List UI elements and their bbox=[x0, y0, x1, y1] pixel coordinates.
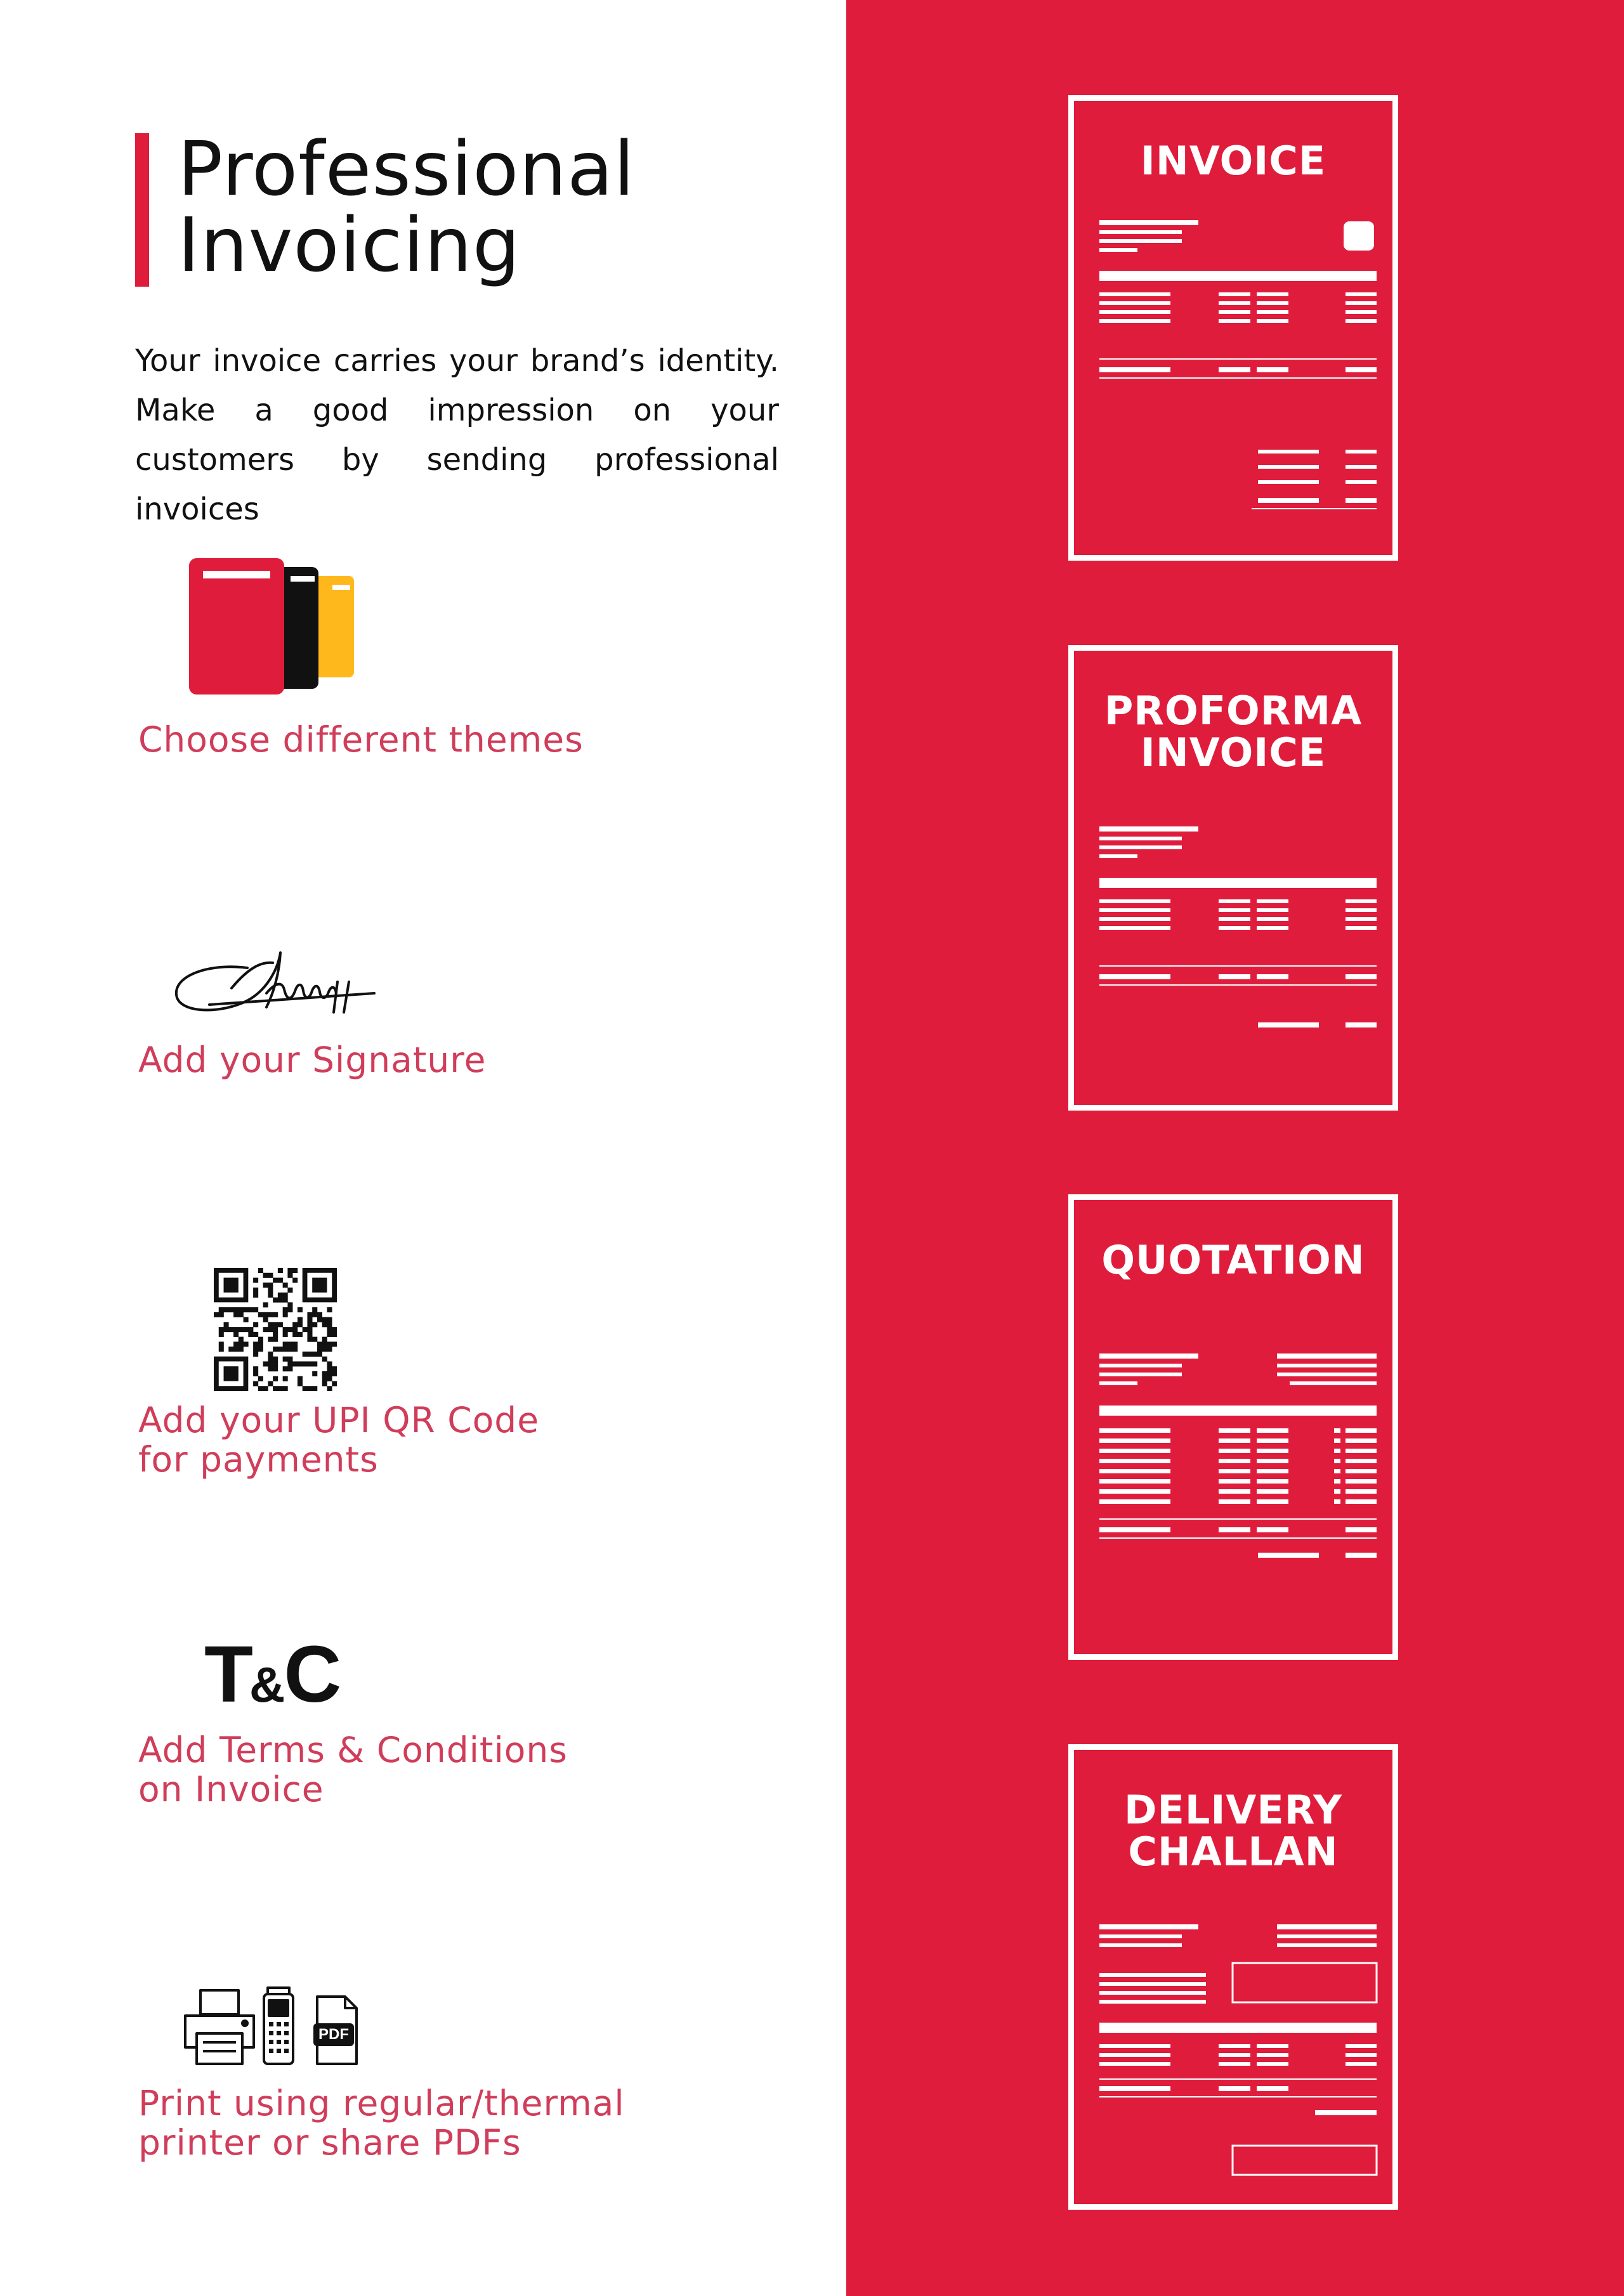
terms-conditions-icon bbox=[204, 1629, 338, 1726]
tc-letter-t: T bbox=[204, 1629, 249, 1719]
print-feature-label bbox=[138, 2084, 625, 2162]
printer-icon bbox=[185, 1990, 254, 2064]
challan-title-line1: DELIVERY bbox=[1124, 1787, 1342, 1833]
qr-feature-label-line1: Add your UPI QR Code bbox=[138, 1400, 540, 1440]
signature-icon bbox=[171, 944, 381, 1023]
qr-code-icon bbox=[214, 1268, 337, 1391]
themes-feature-label: Choose different themes bbox=[138, 719, 584, 760]
page-title-line1: Professional bbox=[178, 125, 636, 212]
color-swatch-cards-icon bbox=[184, 552, 368, 701]
quotation-document-preview bbox=[1068, 1194, 1398, 1660]
invoice-document-title: INVOICE bbox=[1140, 138, 1326, 184]
pdf-badge-text: PDF bbox=[318, 2026, 349, 2043]
quotation-document-lines bbox=[1074, 1200, 1404, 1666]
challan-document-lines bbox=[1074, 1750, 1404, 2215]
signature-feature-label: Add your Signature bbox=[138, 1040, 487, 1080]
tc-letter-c: C bbox=[284, 1629, 338, 1719]
qr-feature-label-line2: for payments bbox=[138, 1439, 379, 1480]
terms-feature-label-line1: Add Terms & Conditions bbox=[138, 1730, 568, 1770]
thermal-printer-icon bbox=[264, 1988, 293, 2064]
print-icons bbox=[179, 1985, 376, 2068]
challan-title-line2: CHALLAN bbox=[1128, 1829, 1339, 1875]
print-feature-label-line1: Print using regular/thermal bbox=[138, 2083, 625, 2123]
tc-ampersand: & bbox=[249, 1657, 284, 1712]
invoice-document-preview bbox=[1068, 95, 1398, 561]
proforma-document-lines bbox=[1074, 651, 1404, 1116]
terms-feature-label-line2: on Invoice bbox=[138, 1769, 324, 1810]
terms-feature-label bbox=[138, 1730, 568, 1809]
print-feature-label-line2: printer or share PDFs bbox=[138, 2122, 521, 2163]
proforma-title-line1: PROFORMA bbox=[1104, 688, 1363, 734]
page-title bbox=[178, 125, 636, 289]
intro-text: Your invoice carries your brand’s identity. Make a good impression on your customers by sending professional invoices bbox=[135, 343, 779, 527]
quotation-document-title: QUOTATION bbox=[1101, 1237, 1365, 1283]
delivery-challan-document-preview bbox=[1068, 1744, 1398, 2210]
invoice-document-lines bbox=[1074, 101, 1404, 566]
page-title-line2: Invoicing bbox=[178, 201, 521, 289]
heading-accent-bar bbox=[135, 133, 149, 287]
proforma-invoice-document-preview bbox=[1068, 645, 1398, 1111]
proforma-title-line2: INVOICE bbox=[1140, 729, 1326, 776]
qr-feature-label bbox=[138, 1400, 539, 1479]
